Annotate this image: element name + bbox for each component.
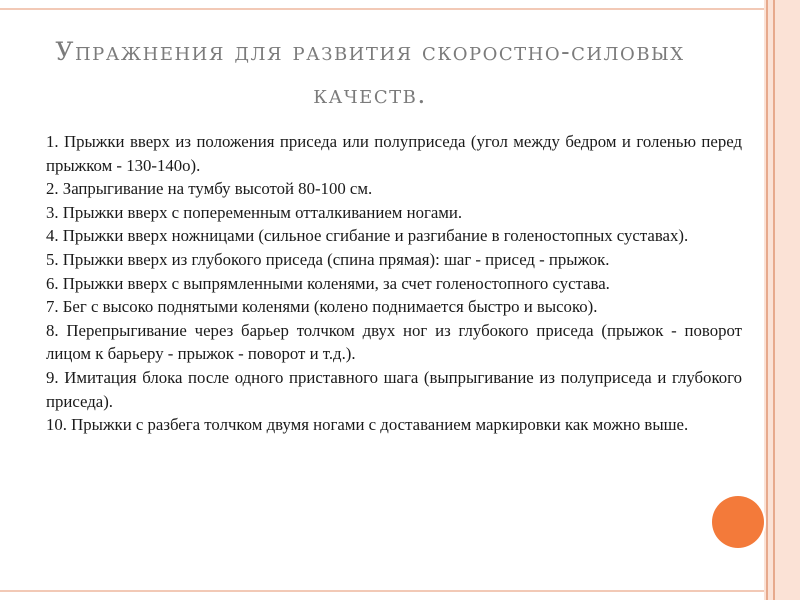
exercise-item-1: 1. Прыжки вверх из положения приседа или полуприседа (угол между бедром и голенью перед прыжком - 130-140о).	[46, 132, 742, 175]
exercise-item-8: 8. Перепрыгивание через барьер толчком двух ног из глубокого приседа (прыжок - поворот лицом к барьеру - прыжок - поворот и т.д.).	[46, 320, 742, 364]
exercise-item-7: 7. Бег с высоко поднятыми коленями (колено поднимается быстро и высоко).	[46, 297, 598, 317]
exercise-item-3: 3. Прыжки вверх с попеременным отталкиванием ногами.	[46, 202, 463, 222]
bottom-border-line	[0, 590, 764, 592]
top-border-line	[0, 8, 764, 10]
right-decorative-band	[764, 0, 800, 600]
exercise-item-10: 10. Прыжки с разбега толчком двумя ногами с доставанием маркировки как можно выше.	[46, 415, 689, 435]
exercise-item-6: 6. Прыжки вверх с выпрямленными коленями, за счет голеностопного сустава.	[46, 273, 610, 293]
slide-title-line-1: Упражнения для развития скоростно-силовых	[55, 37, 685, 66]
orange-circle-decoration	[712, 496, 764, 548]
slide-title	[40, 30, 700, 116]
exercise-list	[46, 130, 742, 437]
exercise-item-9: 9. Имитация блока после одного приставного шага (выпрыгивание из полуприседа и глубокого приседа).	[46, 367, 742, 411]
right-decorative-line	[773, 0, 775, 600]
right-decorative-line	[766, 0, 768, 600]
exercise-item-4: 4. Прыжки вверх ножницами (сильное сгибание и разгибание в голеностопных суставах).	[46, 226, 689, 246]
exercise-item-2: 2. Запрыгивание на тумбу высотой 80-100 см.	[46, 179, 373, 199]
exercise-item-5: 5. Прыжки вверх из глубокого приседа (спина прямая): шаг - присед - прыжок.	[46, 249, 610, 269]
slide-title-line-2: качеств.	[313, 80, 427, 109]
